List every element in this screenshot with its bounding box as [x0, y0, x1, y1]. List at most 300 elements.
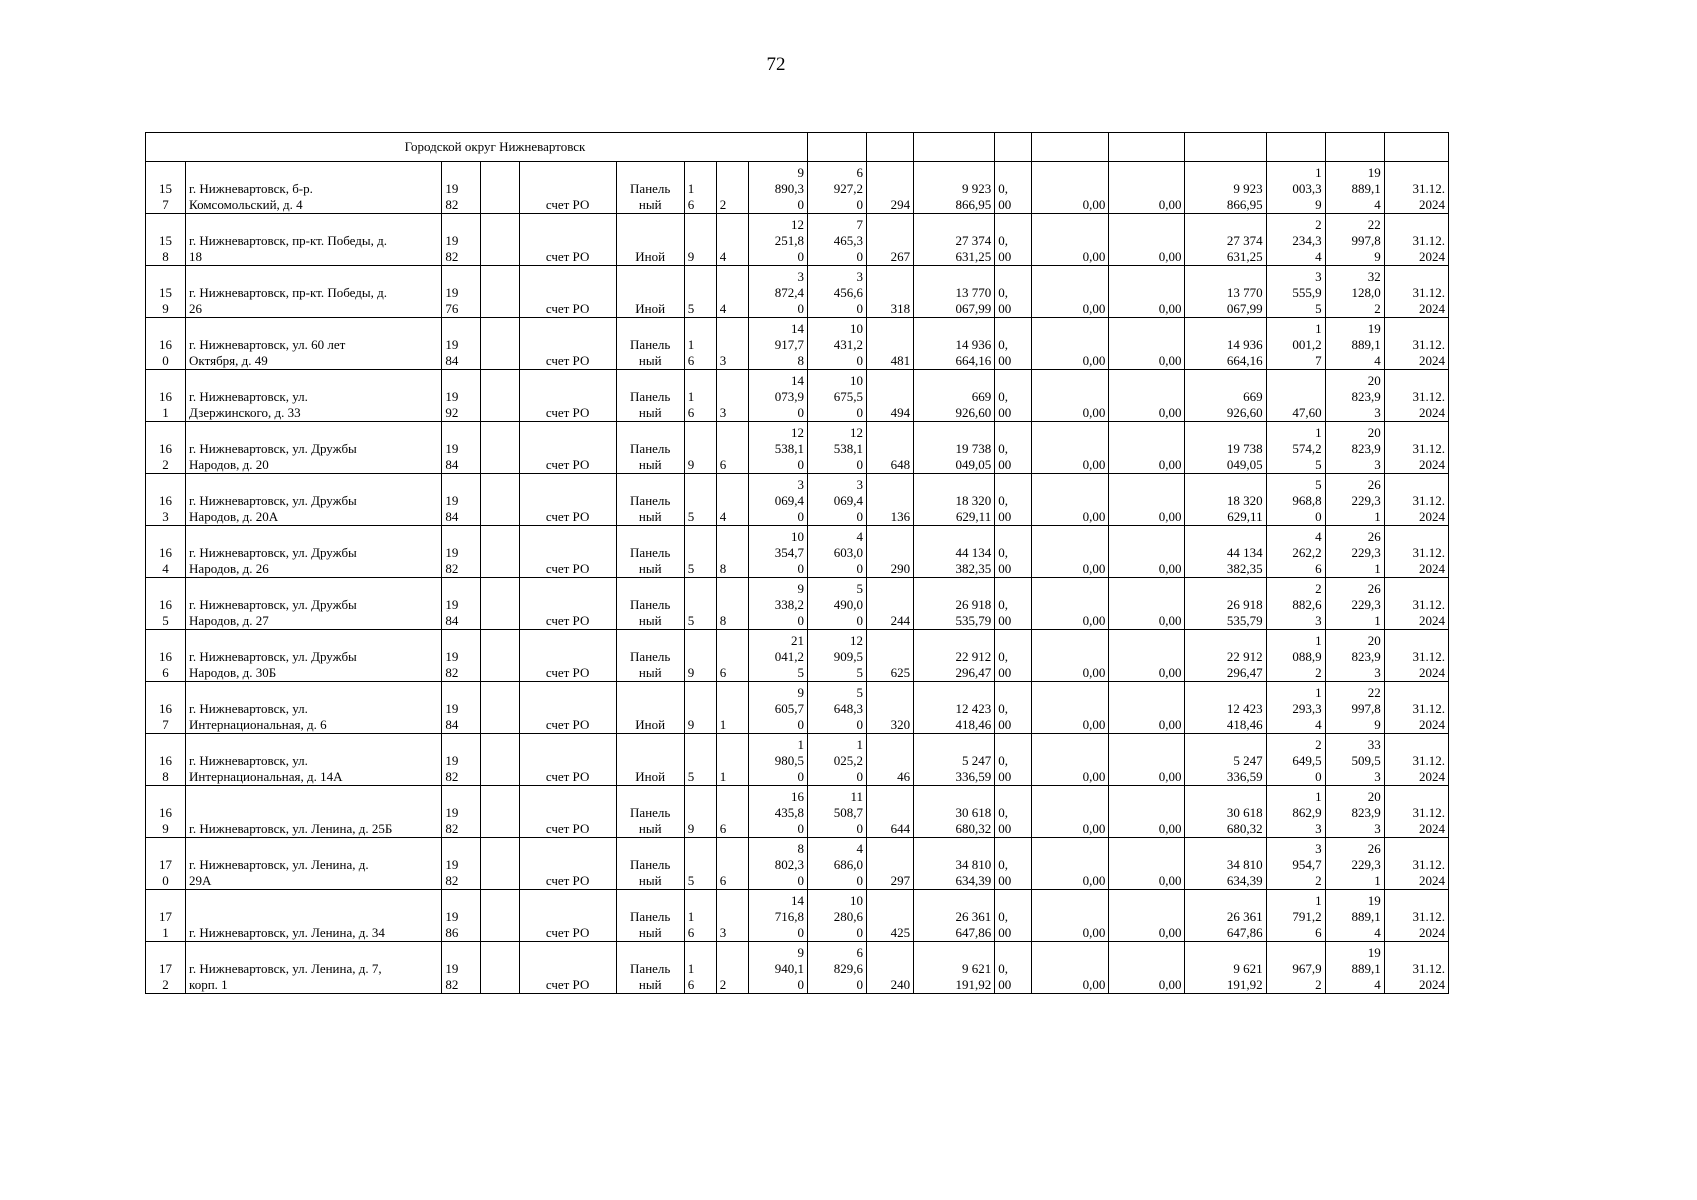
cell-num: 16 0	[146, 318, 186, 370]
cell-fund: счет РО	[519, 890, 616, 942]
cell-year: 19 82	[442, 214, 481, 266]
cell-empty	[481, 734, 519, 786]
cell-entrances: 6	[716, 422, 748, 474]
cell-year: 19 84	[442, 578, 481, 630]
cell-fund-owners: 22 912 296,47	[1185, 630, 1266, 682]
cell-fund-reg: 0,00	[1032, 318, 1109, 370]
cell-floors: 9	[684, 214, 716, 266]
cell-fund: счет РО	[519, 942, 616, 994]
cell-address: г. Нижневартовск, ул. Дружбы Народов, д. 30Б	[186, 630, 442, 682]
cell-entrances: 6	[716, 786, 748, 838]
table-row	[146, 682, 1449, 734]
cell-fund-fed: 0, 00	[995, 370, 1032, 422]
cell-cost-total: 26 361 647,86	[914, 890, 995, 942]
cell-num: 15 8	[146, 214, 186, 266]
cell-fund: счет РО	[519, 682, 616, 734]
cell-entrances: 6	[716, 630, 748, 682]
cell-date: 31.12. 2024	[1384, 266, 1448, 318]
cell-date: 31.12. 2024	[1384, 786, 1448, 838]
cell-area-total: 14 917,7 8	[748, 318, 807, 370]
cell-fund: счет РО	[519, 318, 616, 370]
cell-num: 16 8	[146, 734, 186, 786]
cell-entrances: 3	[716, 370, 748, 422]
cell-address: г. Нижневартовск, пр-кт. Победы, д. 26	[186, 266, 442, 318]
cell-year: 19 82	[442, 786, 481, 838]
cell-empty	[481, 318, 519, 370]
cell-fund-fed: 0, 00	[995, 266, 1032, 318]
cell-cost-per-m2: 1 003,3 9	[1266, 162, 1325, 214]
cell-area-total: 21 041,2 5	[748, 630, 807, 682]
cell-cost-total: 44 134 382,35	[914, 526, 995, 578]
cell-year: 19 82	[442, 838, 481, 890]
cell-date: 31.12. 2024	[1384, 630, 1448, 682]
cell-empty	[481, 578, 519, 630]
table-row	[146, 630, 1449, 682]
cell-cost-total: 19 738 049,05	[914, 422, 995, 474]
cell-address: г. Нижневартовск, ул. Дружбы Народов, д. 20	[186, 422, 442, 474]
cell-cost-per-m2: 1 791,2 6	[1266, 890, 1325, 942]
cell-cost-total: 34 810 634,39	[914, 838, 995, 890]
region-cell: Городской округ Нижневартовск	[146, 133, 808, 162]
cell-num: 16 3	[146, 474, 186, 526]
cell-area-living: 10 675,5 0	[807, 370, 866, 422]
cell-fund-reg: 0,00	[1032, 526, 1109, 578]
cell-fund: счет РО	[519, 734, 616, 786]
cell-area-total: 16 435,8 0	[748, 786, 807, 838]
cell-fund-reg: 0,00	[1032, 578, 1109, 630]
cell-date: 31.12. 2024	[1384, 578, 1448, 630]
cell-floors: 9	[684, 786, 716, 838]
cell-empty	[481, 370, 519, 422]
cell-address: г. Нижневартовск, ул. Интернациональная, д. 6	[186, 682, 442, 734]
table-row	[146, 578, 1449, 630]
cell-fund-reg: 0,00	[1032, 838, 1109, 890]
cell-empty	[481, 422, 519, 474]
cell-area-living: 7 465,3 0	[807, 214, 866, 266]
cell-num: 17 2	[146, 942, 186, 994]
cell-cost-per-m2: 47,60	[1266, 370, 1325, 422]
cell-fund-fed: 0, 00	[995, 526, 1032, 578]
cell-empty	[481, 474, 519, 526]
cell-cost-per-m2: 1 862,9 3	[1266, 786, 1325, 838]
cell-empty	[481, 162, 519, 214]
cell-date: 31.12. 2024	[1384, 162, 1448, 214]
cell-fund-owners: 13 770 067,99	[1185, 266, 1266, 318]
cell-year: 19 82	[442, 734, 481, 786]
cell-fund-reg: 0,00	[1032, 786, 1109, 838]
cell-cost-per-m2: 967,9 2	[1266, 942, 1325, 994]
cell-year: 19 92	[442, 370, 481, 422]
cell-material: Панель ный	[616, 838, 684, 890]
cell-limit-per-m2: 20 823,9 3	[1325, 630, 1384, 682]
cell-cost-total: 669 926,60	[914, 370, 995, 422]
cell-fund-mun: 0,00	[1109, 266, 1185, 318]
cell-cost-total: 13 770 067,99	[914, 266, 995, 318]
cell-fund-reg: 0,00	[1032, 162, 1109, 214]
cell-cost-per-m2: 4 262,2 6	[1266, 526, 1325, 578]
cell-cost-total: 12 423 418,46	[914, 682, 995, 734]
cell-fund-fed: 0, 00	[995, 890, 1032, 942]
cell-limit-per-m2: 33 509,5 3	[1325, 734, 1384, 786]
cell-address: г. Нижневартовск, ул. Ленина, д. 7, корп. 1	[186, 942, 442, 994]
cell-year: 19 84	[442, 682, 481, 734]
cell-floors: 5	[684, 526, 716, 578]
cell-area-living: 10 431,2 0	[807, 318, 866, 370]
cell-fund-fed: 0, 00	[995, 318, 1032, 370]
cell-cost-per-m2: 1 001,2 7	[1266, 318, 1325, 370]
cell-fund-owners: 27 374 631,25	[1185, 214, 1266, 266]
cell-limit-per-m2: 19 889,1 4	[1325, 942, 1384, 994]
cell-fund-fed: 0, 00	[995, 942, 1032, 994]
cell-fund: счет РО	[519, 838, 616, 890]
cell-empty	[481, 630, 519, 682]
cell-material: Панель ный	[616, 318, 684, 370]
cell-residents: 644	[867, 786, 914, 838]
cell-fund: счет РО	[519, 162, 616, 214]
cell-area-living: 12 538,1 0	[807, 422, 866, 474]
table-row	[146, 942, 1449, 994]
cell-fund: счет РО	[519, 422, 616, 474]
cell-fund-owners: 9 923 866,95	[1185, 162, 1266, 214]
cell-entrances: 1	[716, 682, 748, 734]
cell-area-living: 3 069,4 0	[807, 474, 866, 526]
table-row	[146, 890, 1449, 942]
cell-fund-fed: 0, 00	[995, 734, 1032, 786]
cell-fund-mun: 0,00	[1109, 318, 1185, 370]
registry-table	[145, 132, 1449, 994]
cell-residents: 320	[867, 682, 914, 734]
cell-area-total: 12 538,1 0	[748, 422, 807, 474]
cell-limit-per-m2: 26 229,3 1	[1325, 474, 1384, 526]
cell-fund-fed: 0, 00	[995, 162, 1032, 214]
cell-area-total: 9 890,3 0	[748, 162, 807, 214]
cell-fund-owners: 44 134 382,35	[1185, 526, 1266, 578]
cell-entrances: 8	[716, 526, 748, 578]
cell-empty	[481, 526, 519, 578]
cell-fund-owners: 26 918 535,79	[1185, 578, 1266, 630]
cell-date: 31.12. 2024	[1384, 942, 1448, 994]
cell-limit-per-m2: 20 823,9 3	[1325, 422, 1384, 474]
cell-fund: счет РО	[519, 266, 616, 318]
cell-residents: 240	[867, 942, 914, 994]
cell-limit-per-m2: 19 889,1 4	[1325, 318, 1384, 370]
cell-year: 19 76	[442, 266, 481, 318]
cell-residents: 481	[867, 318, 914, 370]
cell-fund-mun: 0,00	[1109, 474, 1185, 526]
cell-material: Панель ный	[616, 578, 684, 630]
cell-material: Иной	[616, 214, 684, 266]
cell-area-living: 4 603,0 0	[807, 526, 866, 578]
cell-fund: счет РО	[519, 786, 616, 838]
cell-fund-reg: 0,00	[1032, 734, 1109, 786]
cell-date: 31.12. 2024	[1384, 370, 1448, 422]
cell-residents: 290	[867, 526, 914, 578]
cell-area-living: 11 508,7 0	[807, 786, 866, 838]
cell-num: 16 5	[146, 578, 186, 630]
cell-floors: 5	[684, 474, 716, 526]
cell-residents: 297	[867, 838, 914, 890]
cell-address: г. Нижневартовск, б-р. Комсомольский, д. 4	[186, 162, 442, 214]
cell-floors: 5	[684, 734, 716, 786]
cell-area-total: 9 605,7 0	[748, 682, 807, 734]
cell-area-living: 3 456,6 0	[807, 266, 866, 318]
cell-year: 19 82	[442, 162, 481, 214]
cell-area-total: 1 980,5 0	[748, 734, 807, 786]
cell-date: 31.12. 2024	[1384, 422, 1448, 474]
cell-empty	[481, 214, 519, 266]
cell-fund-reg: 0,00	[1032, 474, 1109, 526]
cell-material: Иной	[616, 734, 684, 786]
table-row	[146, 838, 1449, 890]
table-row	[146, 266, 1449, 318]
cell-empty	[481, 786, 519, 838]
cell-fund-mun: 0,00	[1109, 630, 1185, 682]
cell-entrances: 8	[716, 578, 748, 630]
cell-cost-per-m2: 5 968,8 0	[1266, 474, 1325, 526]
cell-num: 15 9	[146, 266, 186, 318]
cell-empty	[481, 942, 519, 994]
cell-address: г. Нижневартовск, ул. Дружбы Народов, д. 20А	[186, 474, 442, 526]
cell-residents: 318	[867, 266, 914, 318]
cell-fund-reg: 0,00	[1032, 682, 1109, 734]
cell-year: 19 84	[442, 474, 481, 526]
cell-cost-per-m2: 2 234,3 4	[1266, 214, 1325, 266]
cell-address: г. Нижневартовск, ул. Ленина, д. 34	[186, 890, 442, 942]
cell-area-total: 12 251,8 0	[748, 214, 807, 266]
cell-entrances: 4	[716, 474, 748, 526]
cell-year: 19 84	[442, 318, 481, 370]
cell-material: Панель ный	[616, 526, 684, 578]
cell-cost-per-m2: 1 293,3 4	[1266, 682, 1325, 734]
cell-fund-fed: 0, 00	[995, 630, 1032, 682]
cell-fund-mun: 0,00	[1109, 682, 1185, 734]
cell-fund-reg: 0,00	[1032, 890, 1109, 942]
cell-floors: 9	[684, 422, 716, 474]
cell-floors: 1 6	[684, 162, 716, 214]
cell-year: 19 84	[442, 422, 481, 474]
cell-floors: 5	[684, 838, 716, 890]
cell-floors: 9	[684, 682, 716, 734]
cell-residents: 425	[867, 890, 914, 942]
table-row	[146, 214, 1449, 266]
cell-limit-per-m2: 26 229,3 1	[1325, 838, 1384, 890]
cell-residents: 136	[867, 474, 914, 526]
cell-area-total: 10 354,7 0	[748, 526, 807, 578]
cell-fund-owners: 34 810 634,39	[1185, 838, 1266, 890]
cell-entrances: 4	[716, 266, 748, 318]
cell-entrances: 3	[716, 318, 748, 370]
cell-year: 19 86	[442, 890, 481, 942]
cell-fund-mun: 0,00	[1109, 214, 1185, 266]
cell-material: Панель ный	[616, 474, 684, 526]
cell-floors: 1 6	[684, 370, 716, 422]
cell-entrances: 2	[716, 942, 748, 994]
cell-fund-owners: 12 423 418,46	[1185, 682, 1266, 734]
cell-limit-per-m2: 22 997,8 9	[1325, 214, 1384, 266]
cell-address: г. Нижневартовск, ул. Ленина, д. 25Б	[186, 786, 442, 838]
cell-area-living: 10 280,6 0	[807, 890, 866, 942]
cell-material: Панель ный	[616, 162, 684, 214]
cell-fund-mun: 0,00	[1109, 526, 1185, 578]
cell-limit-per-m2: 19 889,1 4	[1325, 162, 1384, 214]
cell-area-total: 14 073,9 0	[748, 370, 807, 422]
cell-year: 19 82	[442, 630, 481, 682]
cell-fund-reg: 0,00	[1032, 370, 1109, 422]
cell-fund-owners: 669 926,60	[1185, 370, 1266, 422]
cell-floors: 9	[684, 630, 716, 682]
cell-date: 31.12. 2024	[1384, 734, 1448, 786]
cell-entrances: 1	[716, 734, 748, 786]
cell-fund-reg: 0,00	[1032, 266, 1109, 318]
cell-cost-total: 18 320 629,11	[914, 474, 995, 526]
cell-cost-total: 27 374 631,25	[914, 214, 995, 266]
cell-area-total: 14 716,8 0	[748, 890, 807, 942]
cell-fund-mun: 0,00	[1109, 942, 1185, 994]
cell-residents: 244	[867, 578, 914, 630]
cell-fund-owners: 30 618 680,32	[1185, 786, 1266, 838]
cell-fund-fed: 0, 00	[995, 578, 1032, 630]
cell-area-living: 6 927,2 0	[807, 162, 866, 214]
cell-fund: счет РО	[519, 214, 616, 266]
cell-num: 16 7	[146, 682, 186, 734]
cell-fund-reg: 0,00	[1032, 942, 1109, 994]
cell-area-living: 1 025,2 0	[807, 734, 866, 786]
cell-fund-reg: 0,00	[1032, 630, 1109, 682]
cell-residents: 294	[867, 162, 914, 214]
table-row	[146, 162, 1449, 214]
cell-material: Панель ный	[616, 942, 684, 994]
cell-material: Панель ный	[616, 786, 684, 838]
cell-fund-owners: 5 247 336,59	[1185, 734, 1266, 786]
cell-material: Панель ный	[616, 890, 684, 942]
cell-residents: 46	[867, 734, 914, 786]
cell-area-total: 3 872,4 0	[748, 266, 807, 318]
cell-empty	[481, 682, 519, 734]
table-row	[146, 526, 1449, 578]
cell-fund: счет РО	[519, 526, 616, 578]
cell-floors: 5	[684, 266, 716, 318]
cell-date: 31.12. 2024	[1384, 682, 1448, 734]
cell-fund-reg: 0,00	[1032, 214, 1109, 266]
cell-cost-total: 9 923 866,95	[914, 162, 995, 214]
cell-cost-total: 30 618 680,32	[914, 786, 995, 838]
cell-date: 31.12. 2024	[1384, 526, 1448, 578]
cell-num: 16 1	[146, 370, 186, 422]
cell-empty	[481, 266, 519, 318]
cell-floors: 1 6	[684, 318, 716, 370]
cell-num: 16 9	[146, 786, 186, 838]
cell-limit-per-m2: 26 229,3 1	[1325, 578, 1384, 630]
cell-fund-fed: 0, 00	[995, 786, 1032, 838]
cell-material: Иной	[616, 682, 684, 734]
cell-limit-per-m2: 19 889,1 4	[1325, 890, 1384, 942]
cell-num: 16 2	[146, 422, 186, 474]
cell-address: г. Нижневартовск, ул. Ленина, д. 29А	[186, 838, 442, 890]
cell-empty	[481, 838, 519, 890]
cell-area-living: 12 909,5 5	[807, 630, 866, 682]
cell-num: 16 6	[146, 630, 186, 682]
cell-limit-per-m2: 32 128,0 2	[1325, 266, 1384, 318]
cell-fund-fed: 0, 00	[995, 214, 1032, 266]
cell-fund-mun: 0,00	[1109, 786, 1185, 838]
cell-material: Панель ный	[616, 370, 684, 422]
cell-address: г. Нижневартовск, ул. Интернациональная, д. 14А	[186, 734, 442, 786]
cell-cost-total: 14 936 664,16	[914, 318, 995, 370]
cell-material: Панель ный	[616, 422, 684, 474]
cell-address: г. Нижневартовск, ул. Дзержинского, д. 33	[186, 370, 442, 422]
cell-cost-per-m2: 3 954,7 2	[1266, 838, 1325, 890]
cell-fund-mun: 0,00	[1109, 162, 1185, 214]
cell-cost-total: 22 912 296,47	[914, 630, 995, 682]
cell-date: 31.12. 2024	[1384, 474, 1448, 526]
cell-limit-per-m2: 20 823,9 3	[1325, 370, 1384, 422]
cell-fund-fed: 0, 00	[995, 422, 1032, 474]
cell-entrances: 2	[716, 162, 748, 214]
cell-fund-mun: 0,00	[1109, 838, 1185, 890]
cell-fund: счет РО	[519, 578, 616, 630]
cell-fund-owners: 26 361 647,86	[1185, 890, 1266, 942]
cell-cost-per-m2: 1 088,9 2	[1266, 630, 1325, 682]
table-row	[146, 422, 1449, 474]
cell-fund-owners: 14 936 664,16	[1185, 318, 1266, 370]
table-row	[146, 786, 1449, 838]
cell-area-living: 5 648,3 0	[807, 682, 866, 734]
cell-date: 31.12. 2024	[1384, 838, 1448, 890]
cell-fund-owners: 18 320 629,11	[1185, 474, 1266, 526]
cell-material: Панель ный	[616, 630, 684, 682]
cell-fund-fed: 0, 00	[995, 474, 1032, 526]
cell-year: 19 82	[442, 526, 481, 578]
cell-fund-mun: 0,00	[1109, 734, 1185, 786]
cell-area-living: 5 490,0 0	[807, 578, 866, 630]
cell-cost-per-m2: 2 649,5 0	[1266, 734, 1325, 786]
page-number: 72	[766, 54, 786, 75]
cell-cost-per-m2: 2 882,6 3	[1266, 578, 1325, 630]
cell-fund-owners: 19 738 049,05	[1185, 422, 1266, 474]
cell-fund-mun: 0,00	[1109, 890, 1185, 942]
cell-cost-total: 5 247 336,59	[914, 734, 995, 786]
cell-fund-owners: 9 621 191,92	[1185, 942, 1266, 994]
cell-date: 31.12. 2024	[1384, 890, 1448, 942]
cell-cost-total: 26 918 535,79	[914, 578, 995, 630]
cell-fund: счет РО	[519, 474, 616, 526]
cell-num: 15 7	[146, 162, 186, 214]
cell-residents: 267	[867, 214, 914, 266]
cell-address: г. Нижневартовск, пр-кт. Победы, д. 18	[186, 214, 442, 266]
cell-date: 31.12. 2024	[1384, 214, 1448, 266]
cell-fund-mun: 0,00	[1109, 370, 1185, 422]
cell-fund: счет РО	[519, 630, 616, 682]
cell-limit-per-m2: 26 229,3 1	[1325, 526, 1384, 578]
cell-fund: счет РО	[519, 370, 616, 422]
cell-fund-mun: 0,00	[1109, 578, 1185, 630]
cell-cost-total: 9 621 191,92	[914, 942, 995, 994]
cell-entrances: 3	[716, 890, 748, 942]
cell-residents: 648	[867, 422, 914, 474]
table-row	[146, 474, 1449, 526]
cell-area-total: 8 802,3 0	[748, 838, 807, 890]
cell-fund-fed: 0, 00	[995, 682, 1032, 734]
cell-cost-per-m2: 1 574,2 5	[1266, 422, 1325, 474]
cell-num: 17 1	[146, 890, 186, 942]
cell-fund-mun: 0,00	[1109, 422, 1185, 474]
cell-area-living: 6 829,6 0	[807, 942, 866, 994]
cell-fund-reg: 0,00	[1032, 422, 1109, 474]
cell-floors: 1 6	[684, 942, 716, 994]
cell-address: г. Нижневартовск, ул. Дружбы Народов, д. 27	[186, 578, 442, 630]
cell-floors: 1 6	[684, 890, 716, 942]
cell-limit-per-m2: 22 997,8 9	[1325, 682, 1384, 734]
